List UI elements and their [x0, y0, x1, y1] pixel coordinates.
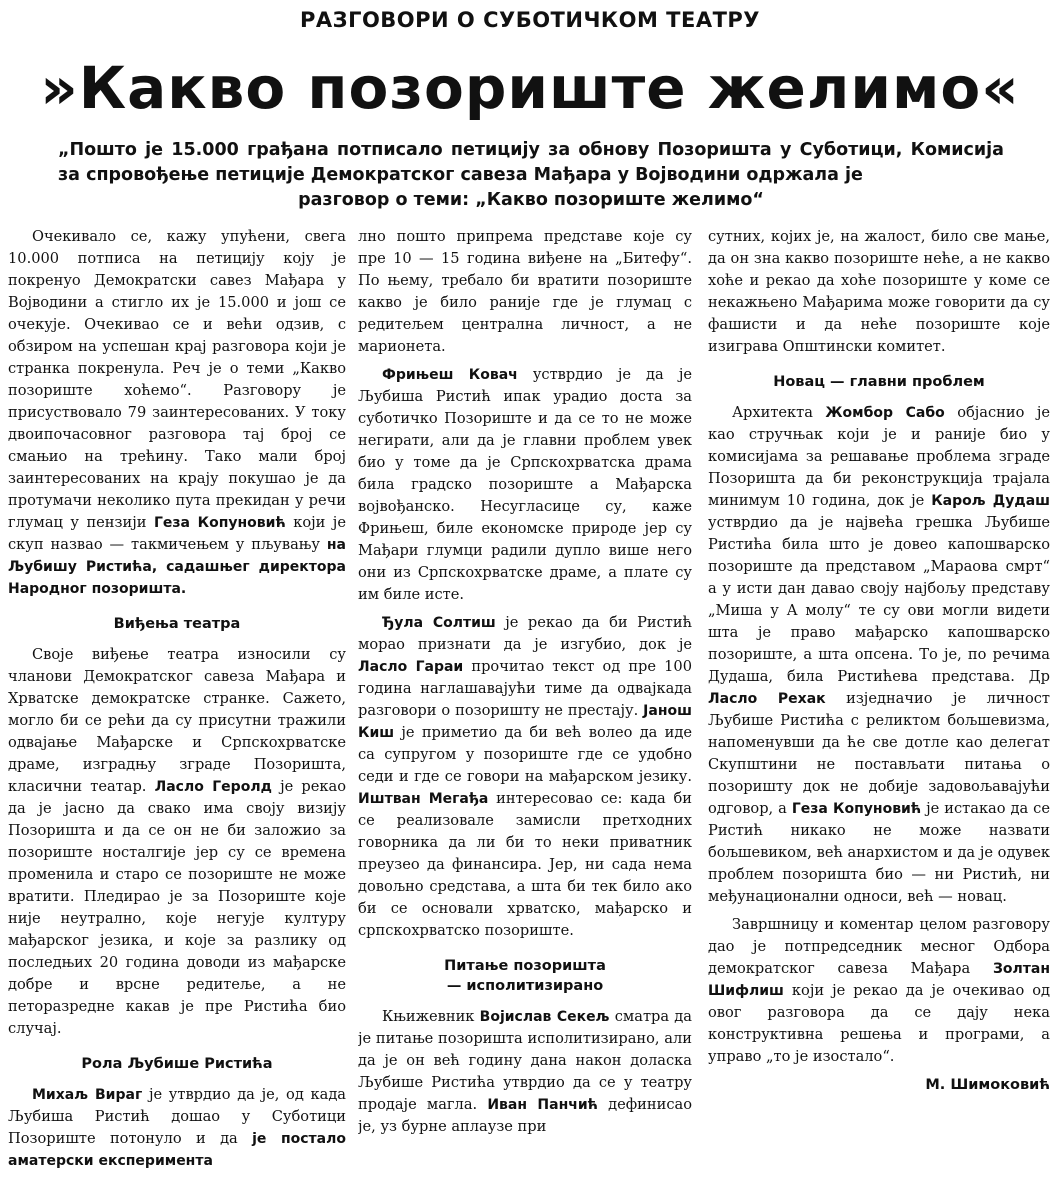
- person-name: Ђула Солтиш: [382, 615, 496, 631]
- person-name: Јанош Киш: [358, 703, 692, 741]
- paragraph: [8, 644, 346, 1040]
- paragraph-text: интересовао се: када би се реализовале замисли претходних говорника да ли би то неки приватник преузео да финансира. Јер, ни сада нема довољно средстава, а шта би тек било ако би се основали хрватско, мађарско и српскохрватско позориште.: [358, 790, 692, 939]
- section-kicker: РАЗГОВОРИ О СУБОТИЧКОМ ТЕАТРУ: [300, 8, 760, 32]
- paragraph: [708, 402, 1050, 908]
- person-name: Золтан Шифлиш: [708, 961, 1050, 999]
- paragraph-text: устврдио да је највећа грешка Љубише Ристића била што је довео капошварско позориште да представом „Мараова смрт“ а у исти дан давао своју најбољу представу „Миша у А молу“ те су ови могли видети шта је право мађарско капошварско позориште, а шта опсена. То је, по речима Дудаша, била Ристићева представа. Др: [708, 514, 1050, 685]
- person-name: Ласло Геролд: [154, 779, 272, 795]
- person-name: Ласло Рехак: [708, 691, 826, 707]
- paragraph: [8, 1084, 346, 1172]
- person-name: Фрињеш Ковач: [382, 367, 518, 383]
- paragraph-text: је рекао да је јасно да свако има своју визију Позоришта и да се он не би заложио за позориште носталгије јер су се времена променила и старо се позориште не може вратити. Пледирао је за Позориште које није неутрално, које негује културу мађарског језика, и које за разлику од последњих 20 година доводи из мађарске добре и врсне редитеље, а не петоразредне какав је пре Ристића био случај.: [8, 778, 346, 1037]
- paragraph-text: сматра да је питање позоришта исполитизирано, али да је он већ годину дана након доласка Љубише Ристића утврдио да се у театру продаје магла.: [358, 1008, 692, 1113]
- subheading: Виђења театра: [113, 616, 241, 632]
- paragraph-text: је истакао да се Ристић никако не може назвати бољшевиком, већ анархистом и да је одувек проблем позоришта био — ни Ристић, ни међунационални односи, већ — новац.: [708, 800, 1050, 905]
- person-name: Геза Копуновић: [791, 801, 922, 817]
- paragraph-text: је рекао да би Ристић морао признати да је изгубио, док је: [358, 614, 692, 653]
- lede: [58, 138, 1004, 213]
- paragraph-text: дефинисао је, уз бурне аплаузе при: [358, 1096, 692, 1135]
- subheading: [358, 956, 692, 996]
- paragraph-text: који је скуп назвао — такмичењем у пљувању: [8, 514, 346, 553]
- person-name: на Љубишу Ристића, садашњег директора Народног позоришта.: [8, 537, 346, 597]
- lede-text: „Пошто је 15.000 грађана потписало петицију за обнову Позоришта у Суботици, Комисија за спровођење петиције Демократског савеза Мађара у Војводини одржала је: [58, 140, 1004, 185]
- person-name: Војислав Секељ: [479, 1009, 610, 1025]
- column-1: [8, 226, 346, 1192]
- paragraph-text: Своје виђење театра износили су чланови Демократског савеза Мађара и Хрватске демократске странке. Сажето, могло би се рећи да су присутни тражили одвајање Мађарске и Српскохрватске драме, изградњу зграде Позоришта, класични театар.: [8, 646, 346, 795]
- paragraph: сутних, којих је, на жалост, било све мање, да он зна какво позориште неће, а не какво хоће и рекао да хоће позориште у коме се некажњено Мађарима може говорити да су фашисти и да неће позориште које изиграва Општински комитет.: [708, 228, 1050, 355]
- author-signature: М. Шимоковић: [925, 1077, 1050, 1093]
- person-name: Геза Копуновић: [153, 515, 286, 531]
- paragraph-text: изједначио је личност Љубише Ристића с реликтом бољшевизма, напоменувши да ће све дотле као делегат Скупштини не постављати питања о позоришту док не добије задовољавајући одговор, а: [708, 690, 1050, 817]
- paragraph: [358, 1006, 692, 1138]
- paragraph: [708, 914, 1050, 1068]
- paragraph-text: Архитекта: [732, 404, 826, 421]
- subheading: Рола Љубише Ристића: [81, 1056, 273, 1072]
- person-name: Иван Панчић: [487, 1097, 598, 1113]
- paragraph-text: који је рекао да је очекивао од овог разговора да се дају нека конструктивна решења и програми, а управо „то је изостало“.: [708, 982, 1050, 1065]
- paragraph-text: Књижевник: [382, 1008, 480, 1025]
- person-name: Жомбор Сабо: [825, 405, 945, 421]
- person-name: Иштван Мегађа: [358, 791, 489, 807]
- column-3: [708, 226, 1050, 1192]
- paragraph-text: Завршницу и коментар целом разговору дао је потпредседник месног Одбора демократског савеза Мађара: [708, 916, 1050, 977]
- subheading-line: — исполитизирано: [446, 978, 604, 994]
- paragraph-text: објаснио је као стручњак који је и раније био у комисијама за решавање проблема зграде Позоришта да би реконструкција трајала минимум 10 година, док је: [708, 404, 1050, 509]
- person-name: Ласло Гараи: [358, 659, 464, 675]
- paragraph-text: прочитао текст од пре 100 година наглашавајући тиме да одвајкада разговори о позоришту не престају.: [358, 658, 692, 719]
- paragraph: [358, 364, 692, 606]
- paragraph-text: је приметио да би већ волео да иде са супругом у позориште где се удобно седи и где се говори на мађарском језику.: [358, 724, 692, 785]
- person-name: Карољ Дудаш: [931, 493, 1050, 509]
- subheading: Новац — главни проблем: [773, 374, 985, 390]
- paragraph-text: Очекивало се, кажу упућени, свега 10.000 потписа на петицију коју је покренуо Демократски савез Мађара у Војводини а стигло их је 15.000 и још се очекује. Очекивао се и већи одзив, с обзиром на успешан крај разговора који је странка покренула. Реч је о теми „Какво позориште хоћемо“. Разговору је присуствовало 79 заинтересованих. У току двоипочасовног разговора тај број се смањио на трећину. Тако мали број заинтересованих на крају покушао је да протумачи неколико пута прекидан у речи глумац у пензији: [8, 228, 346, 531]
- subheading-line: Питање позоришта: [444, 958, 606, 974]
- lede-last-line: разговор о теми: „Какво позориште желимо“: [298, 190, 764, 210]
- paragraph-text: је утврдио да је, од када Љубиша Ристић дошао у Суботици Позориште потонуло и да: [8, 1086, 346, 1147]
- person-name: Михаљ Вираг: [32, 1087, 143, 1103]
- paragraph-text: устврдио је да је Љубиша Ристић ипак урадио доста за суботичко Позориште и да се то не може негирати, али да је главни проблем увек био у томе да је Српскохрватска драма била градско позориште а Мађарска војвођанско. Несугласице су, каже Фрињеш, биле економске природе јер су Мађари глумци радили дупло више него они из Српскохрватске драме, а плате су им биле исте.: [358, 366, 692, 603]
- paragraph: [8, 226, 346, 600]
- paragraph: лно пошто припрема представе које су пре 10 — 15 година виђене на „Битефу“. По њему, требало би вратити позориште какво је било раније где је глумац с редитељем централна личност, а не марионета.: [358, 228, 692, 355]
- headline: »Какво позориште желимо«: [40, 54, 1020, 122]
- column-2: [358, 226, 692, 1192]
- paragraph-text-bold: је постало аматерски експеримента: [8, 1131, 346, 1169]
- paragraph: [358, 612, 692, 942]
